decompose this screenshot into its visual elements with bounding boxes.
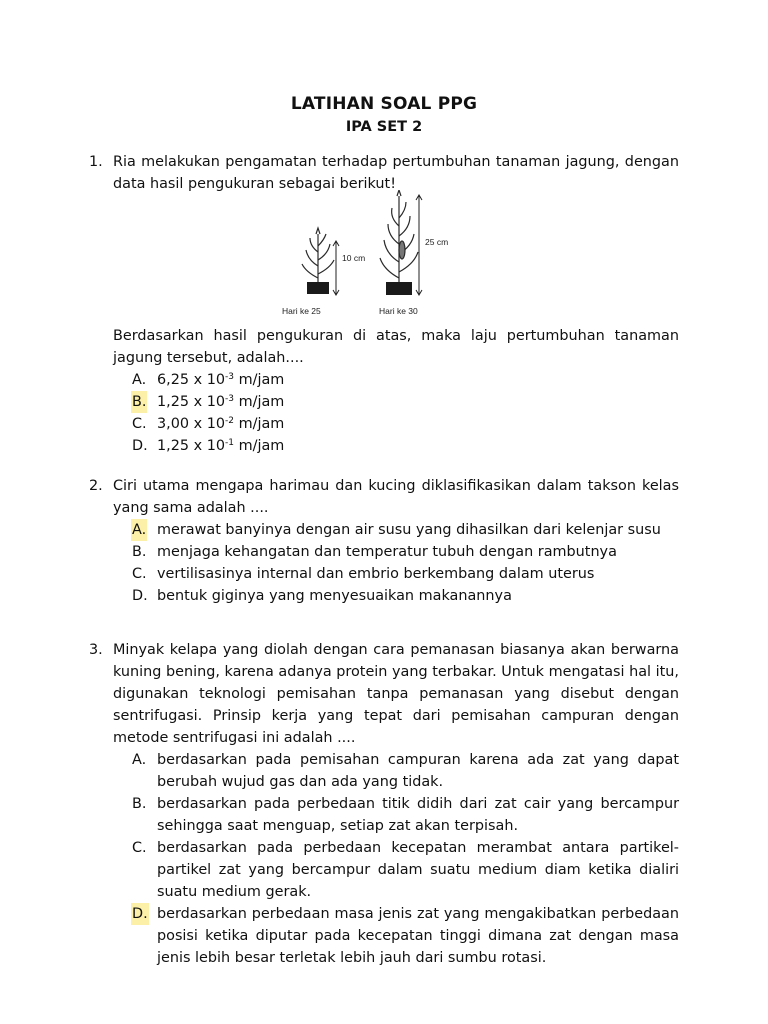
question-2 — [89, 475, 679, 607]
label-tall-height: 25 cm — [425, 237, 449, 247]
option-letter: C. — [132, 416, 147, 432]
option-text: menjaga kehangatan dan temperatur tubuh dengan rambutnya — [157, 544, 617, 560]
option-c[interactable] — [131, 563, 679, 585]
question-prompt: Berdasarkan hasil pengukuran di atas, maka laju pertumbuhan tanaman jagung tersebut, adalah.... — [113, 328, 679, 366]
option-unit: m/jam — [234, 394, 285, 410]
option-letter: A. — [132, 752, 147, 768]
option-c[interactable] — [131, 413, 679, 435]
option-mantissa: 3,00 x 10 — [157, 416, 226, 432]
option-letter: D. — [132, 438, 148, 454]
option-d[interactable] — [131, 435, 679, 457]
option-letter: B. — [132, 544, 147, 560]
option-a[interactable] — [131, 519, 679, 541]
option-letter: D. — [132, 588, 148, 604]
option-a[interactable] — [131, 369, 679, 391]
option-mantissa: 6,25 x 10 — [157, 372, 226, 388]
option-unit: m/jam — [234, 372, 285, 388]
option-unit: m/jam — [234, 438, 285, 454]
options-list — [131, 369, 679, 457]
option-mantissa: 1,25 x 10 — [157, 438, 226, 454]
option-b[interactable] — [131, 541, 679, 563]
option-mantissa: 1,25 x 10 — [157, 394, 226, 410]
options-list — [131, 749, 679, 969]
option-letter-highlighted: D. — [131, 903, 149, 925]
option-letter: B. — [132, 796, 147, 812]
question-number: 1. — [89, 154, 103, 170]
question-number: 3. — [89, 642, 103, 658]
option-text: berdasarkan perbedaan masa jenis zat yang mengakibatkan perbedaan posisi ketika diputar pada kecepatan tinggi dimana zat dengan masa jenis lebih besar terletak lebih jauh dari sumbu rotasi. — [157, 906, 679, 966]
option-b[interactable] — [131, 793, 679, 837]
option-letter: A. — [132, 372, 147, 388]
question-number: 2. — [89, 478, 103, 494]
question-text: Minyak kelapa yang diolah dengan cara pemanasan biasanya akan berwarna kuning bening, karena adanya protein yang terbakar. Untuk mengatasi hal itu, digunakan teknologi pemisahan tanpa pemanasan yang disebut dengan sentrifugasi. Prinsip kerja yang tepat dari pemisahan campuran dengan metode sentrifugasi ini adalah .... — [113, 642, 679, 746]
question-text: Ria melakukan pengamatan terhadap pertumbuhan tanaman jagung, dengan data hasil pengukuran sebagai berikut! — [113, 154, 679, 192]
option-exponent: -1 — [225, 438, 235, 448]
measure-arrow-short — [333, 241, 339, 295]
options-list — [131, 519, 679, 607]
option-exponent: -3 — [225, 394, 235, 404]
label-short-height: 10 cm — [342, 253, 366, 263]
option-text: vertilisasinya internal dan embrio berkembang dalam uterus — [157, 566, 595, 582]
question-3 — [89, 639, 679, 969]
option-b[interactable] — [131, 391, 679, 413]
option-text: merawat banyinya dengan air susu yang dihasilkan dari kelenjar susu — [157, 522, 661, 538]
corn-plant-short-icon — [302, 228, 334, 294]
option-exponent: -3 — [225, 372, 235, 382]
option-a[interactable] — [131, 749, 679, 793]
corn-plant-tall-icon — [380, 190, 418, 295]
caption-day-30: Hari ke 30 — [379, 306, 418, 316]
option-text: berdasarkan pada pemisahan campuran karena ada zat yang dapat berubah wujud gas dan ada yang tidak. — [157, 752, 679, 790]
question-text: Ciri utama mengapa harimau dan kucing diklasifikasikan dalam takson kelas yang sama adalah .... — [113, 478, 679, 516]
option-letter: C. — [132, 840, 147, 856]
corn-plants-illustration — [276, 190, 466, 320]
corn-growth-figure — [276, 190, 466, 320]
option-text: berdasarkan pada perbedaan titik didih dari zat cair yang bercampur sehingga saat menguap, setiap zat akan terpisah. — [157, 796, 679, 834]
option-exponent: -2 — [225, 416, 235, 426]
measure-arrow-tall — [416, 195, 422, 295]
option-d[interactable] — [131, 585, 679, 607]
page-subtitle: IPA SET 2 — [345, 119, 423, 135]
caption-day-25: Hari ke 25 — [282, 306, 321, 316]
option-c[interactable] — [131, 837, 679, 903]
option-unit: m/jam — [234, 416, 285, 432]
option-letter: C. — [132, 566, 147, 582]
option-text: bentuk giginya yang menyesuaikan makanannya — [157, 588, 512, 604]
option-text: berdasarkan pada perbedaan kecepatan merambat antara partikel-partikel zat yang bercampur dalam suatu medium diam ketika dialiri suatu medium gerak. — [157, 840, 679, 900]
option-letter-highlighted: A. — [131, 519, 147, 541]
option-letter-highlighted: B. — [131, 391, 147, 413]
page-title: LATIHAN SOAL PPG — [290, 94, 478, 114]
option-d[interactable] — [131, 903, 679, 969]
